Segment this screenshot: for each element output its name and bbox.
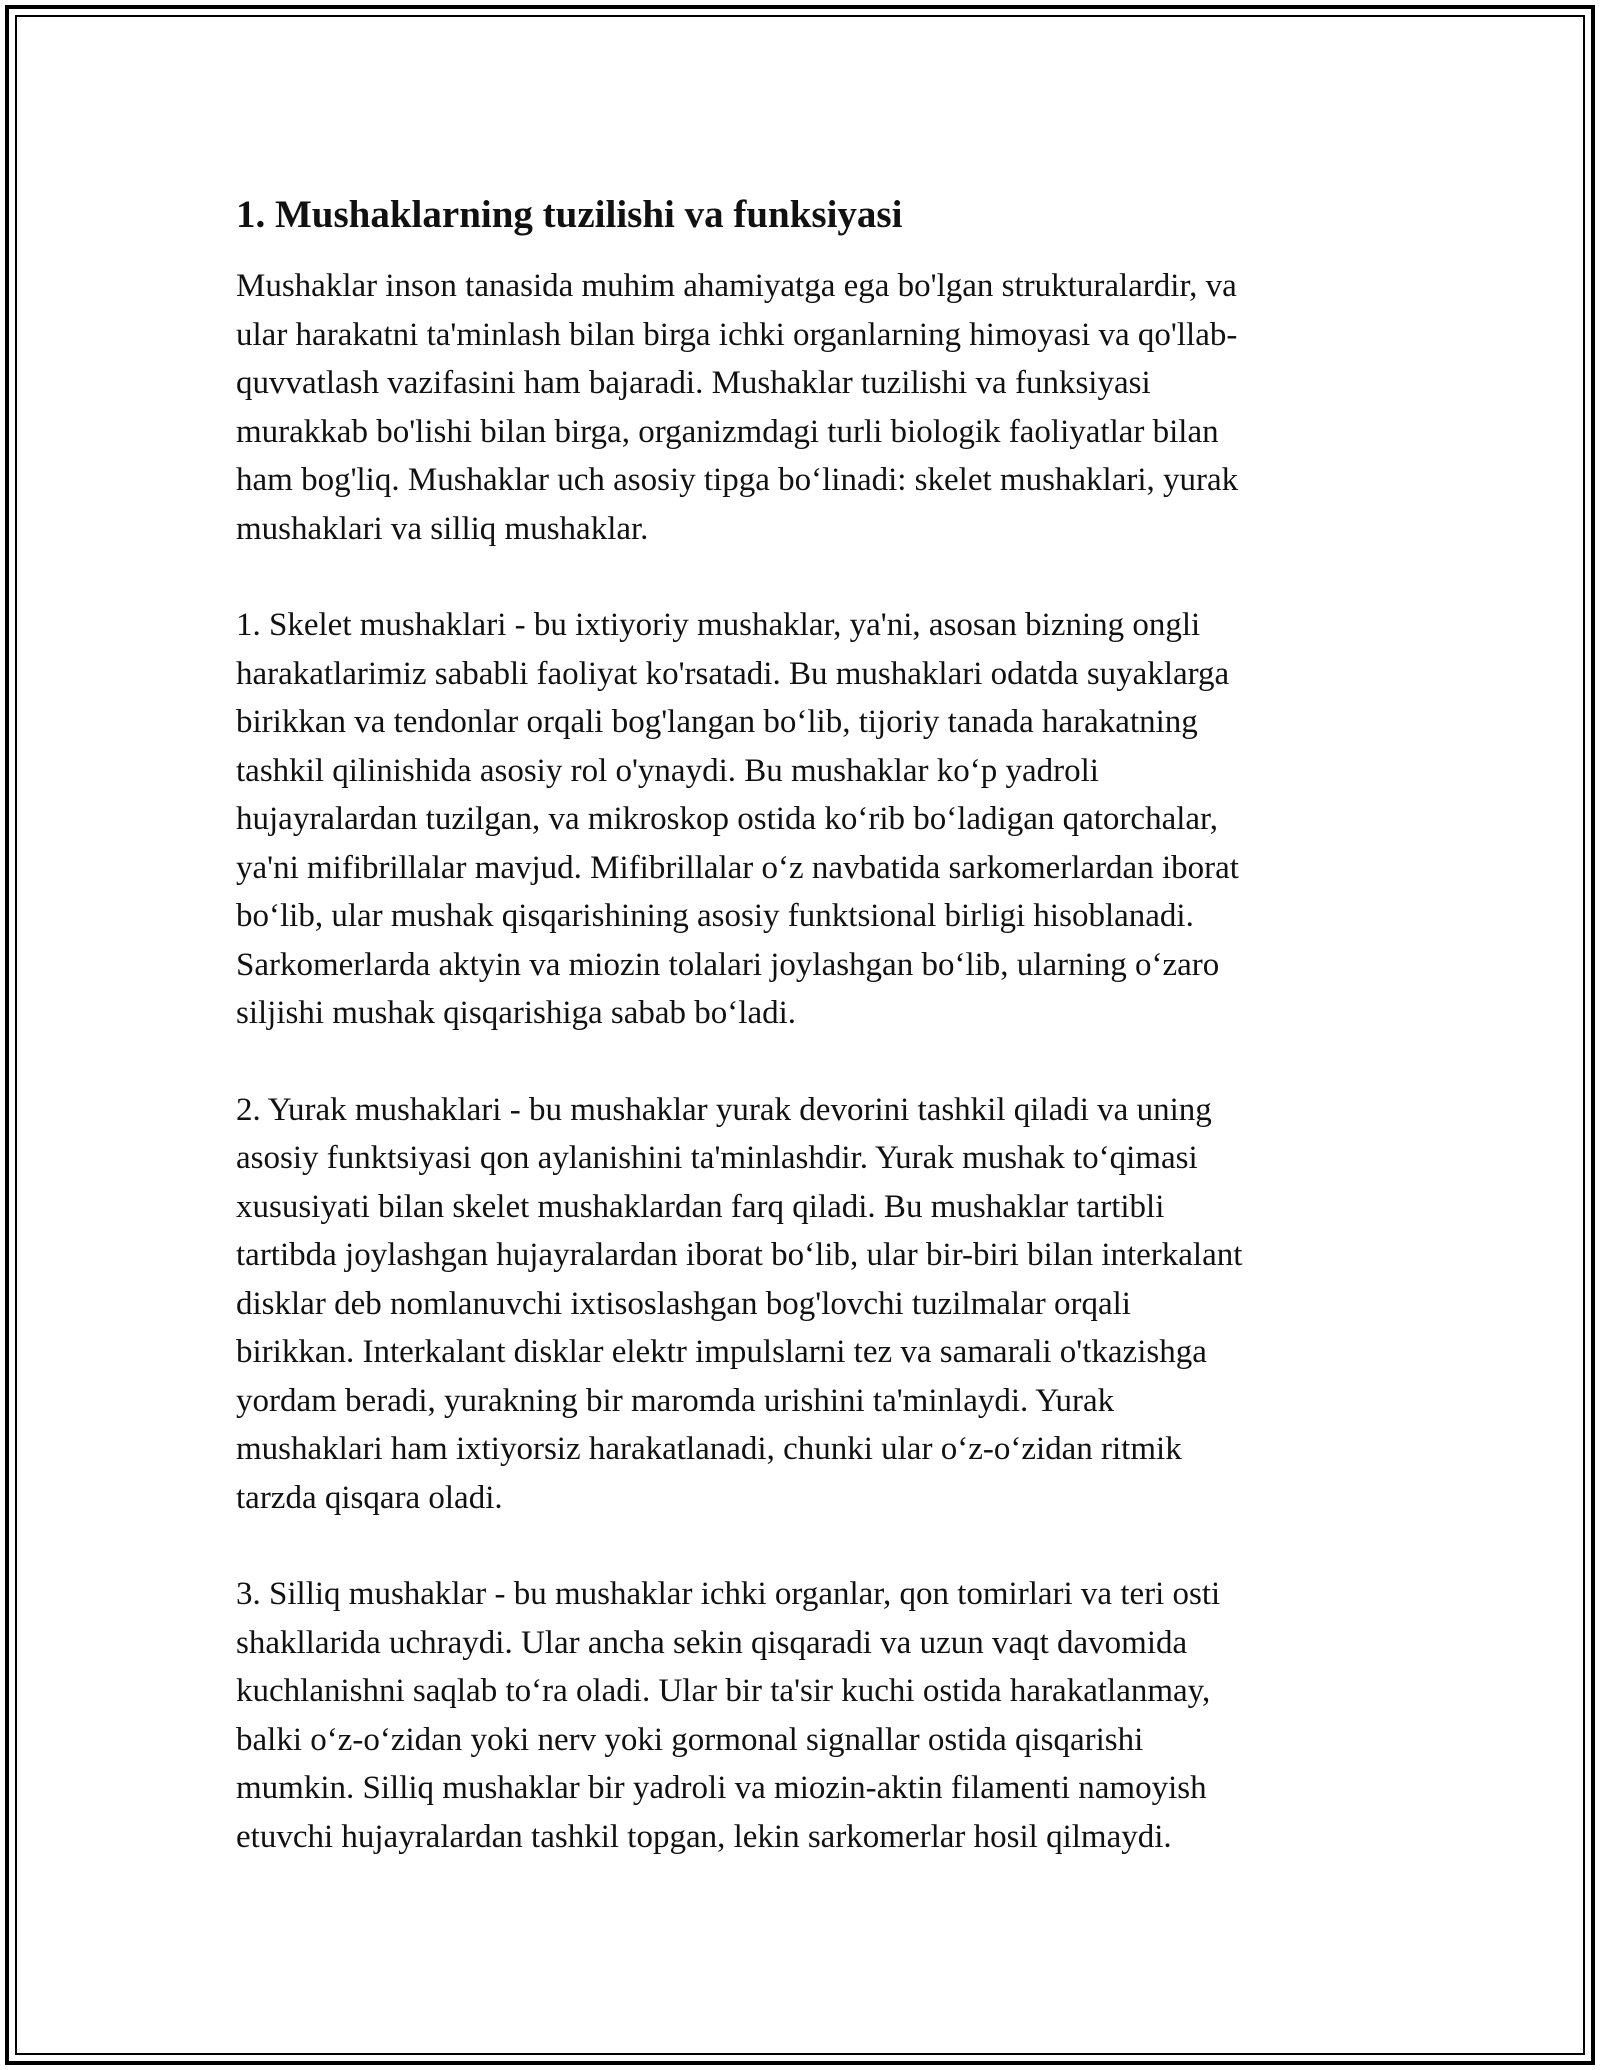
text-line: mumkin. Silliq mushaklar bir yadroli va miozin-aktin filamenti namoyish [236,1770,1207,1806]
text-line: disklar deb nomlanuvchi ixtisoslashgan bog'lovchi tuzilmalar orqali [236,1285,1131,1322]
text-line: etuvchi hujayralardan tashkil topgan, lekin sarkomerlar hosil qilmaydi. [236,1818,1172,1855]
text-line: shakllarida uchraydi. Ular ancha sekin qisqaradi va uzun vaqt davomida [236,1624,1188,1661]
paragraph-cardiac-muscles [236,1086,1366,1523]
text-line: ular harakatni ta'minlash bilan birga ichki organlarning himoyasi va qo'llab- [236,316,1238,353]
text-line: ham bog'liq. Mushaklar uch asosiy tipga boʻlinadi: skelet mushaklari, yurak [236,462,1239,498]
paragraph-smooth-muscles [236,1570,1366,1861]
text-line: siljishi mushak qisqarishiga sabab boʻladi. [236,995,797,1031]
text-line: balki oʻz-oʻzidan yoki nerv yoki gormonal signallar ostida qisqarishi [236,1721,1144,1758]
text-line: mushaklari ham ixtiyorsiz harakatlanadi, chunki ular oʻz-oʻzidan ritmik [236,1431,1182,1467]
text-line: 1. Skelet mushaklari - bu ixtiyoriy mushaklar, ya'ni, asosan bizning ongli [236,607,1201,643]
text-line: tartibda joylashgan hujayralardan iborat boʻlib, ular bir-biri bilan interkalant [236,1237,1243,1273]
text-line: Mushaklar inson tanasida muhim ahamiyatga ega bo'lgan strukturalardir, va [236,268,1237,304]
text-line: hujayralardan tuzilgan, va mikroskop ostida koʻrib boʻladigan qatorchalar, [236,801,1218,837]
section-heading: 1. Mushaklarning tuzilishi va funksiyasi [236,193,903,236]
text-line: asosiy funktsiyasi qon aylanishini ta'minlashdir. Yurak mushak toʻqimasi [236,1140,1198,1176]
text-line: Sarkomerlarda aktyin va miozin tolalari joylashgan boʻlib, ularning oʻzaro [236,946,1220,983]
text-line: birikkan va tendonlar orqali bog'langan boʻlib, tijoriy tanada harakatning [236,704,1198,740]
text-line: tashkil qilinishida asosiy rol o'ynaydi. Bu mushaklar koʻp yadroli [236,752,1099,789]
text-line: mushaklari va silliq mushaklar. [236,510,649,547]
text-line: quvvatlash vazifasini ham bajaradi. Mushaklar tuzilishi va funksiyasi [236,365,1151,401]
paragraph-skeletal-muscles [236,601,1366,1038]
text-line: 2. Yurak mushaklari - bu mushaklar yurak devorini tashkil qiladi va uning [236,1091,1212,1128]
paragraph-intro [236,262,1366,553]
text-line: yordam beradi, yurakning bir maromda urishini ta'minlaydi. Yurak [236,1382,1115,1419]
text-line: ya'ni mifibrillalar mavjud. Mifibrillalar oʻz navbatida sarkomerlardan iborat [236,849,1239,886]
text-line: harakatlarimiz sababli faoliyat ko'rsatadi. Bu mushaklari odatda suyaklarga [236,655,1230,692]
text-line: tarzda qisqara oladi. [236,1479,503,1516]
text-line: boʻlib, ular mushak qisqarishining asosiy funktsional birligi hisoblanadi. [236,898,1194,934]
text-line: xususiyati bilan skelet mushaklardan farq qiladi. Bu mushaklar tartibli [236,1188,1165,1225]
text-line: kuchlanishni saqlab toʻra oladi. Ular bir ta'sir kuchi ostida harakatlanmay, [236,1673,1211,1709]
document-body [236,188,1366,1909]
text-line: 3. Silliq mushaklar - bu mushaklar ichki organlar, qon tomirlari va teri osti [236,1576,1221,1612]
text-line: murakkab bo'lishi bilan birga, organizmdagi turli biologik faoliyatlar bilan [236,413,1219,450]
text-line: birikkan. Interkalant disklar elektr impulslarni tez va samarali o'tkazishga [236,1334,1207,1370]
